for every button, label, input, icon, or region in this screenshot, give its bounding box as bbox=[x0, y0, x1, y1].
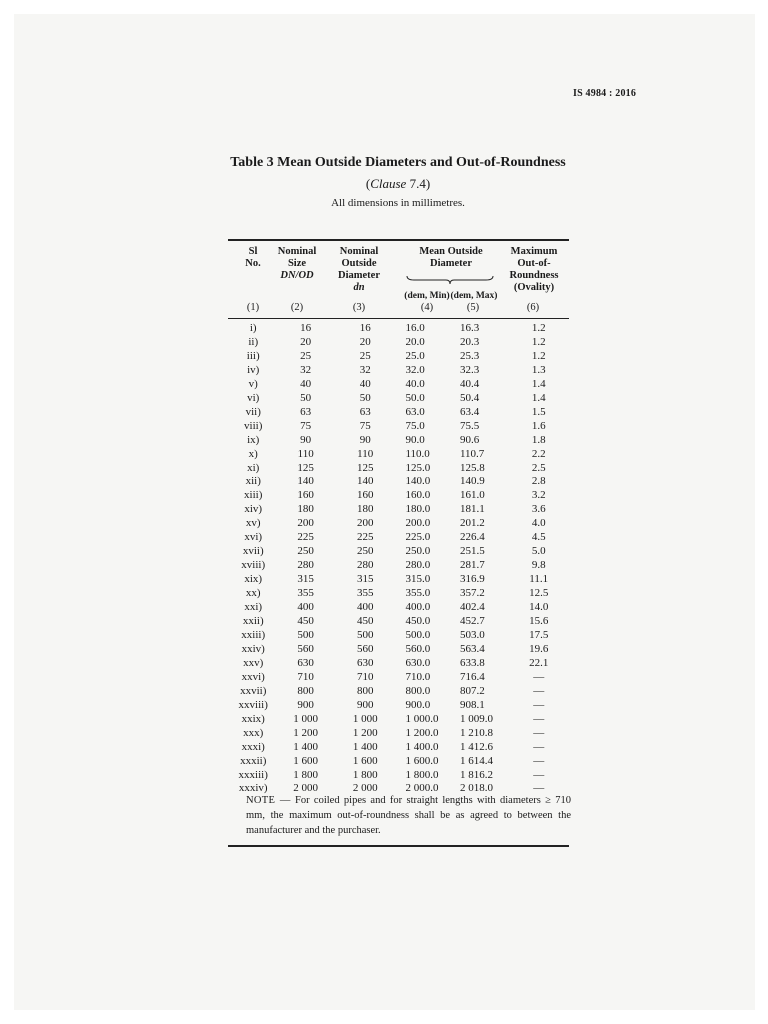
cell-nominal-outside-diameter: 25 bbox=[359, 349, 371, 362]
cell-sl-no: xix) bbox=[244, 573, 263, 586]
cell-sl-no: xx) bbox=[245, 587, 261, 600]
cell-sl-no: xxxi) bbox=[241, 740, 265, 753]
cell-dem-max: 16.3 bbox=[459, 322, 480, 334]
cell-max-out-of-roundness: 1.2 bbox=[531, 322, 546, 334]
table-row bbox=[228, 378, 569, 392]
cell-dem-min: 560.0 bbox=[405, 642, 431, 655]
header-bottom-rule bbox=[228, 318, 569, 319]
cell-max-out-of-roundness: — bbox=[533, 740, 545, 753]
cell-nominal-size: 25 bbox=[300, 349, 312, 362]
cell-nominal-outside-diameter: 200 bbox=[356, 517, 374, 530]
cell-dem-min: 280.0 bbox=[405, 559, 431, 572]
cell-sl-no: xxv) bbox=[243, 656, 264, 669]
table-row bbox=[228, 643, 569, 657]
standard-number: IS 4984 : 2016 bbox=[573, 88, 637, 99]
table-row bbox=[228, 364, 569, 378]
col-number-2: (2) bbox=[290, 302, 304, 313]
cell-sl-no: xxix) bbox=[241, 712, 265, 725]
cell-max-out-of-roundness: 17.5 bbox=[529, 628, 549, 641]
cell-nominal-size: 280 bbox=[297, 559, 314, 572]
cell-dem-max: 32.3 bbox=[459, 363, 480, 376]
cell-max-out-of-roundness: 1.4 bbox=[531, 391, 546, 404]
cell-dem-min: 1 200.0 bbox=[405, 726, 439, 739]
cell-sl-no: xxvii) bbox=[240, 684, 267, 697]
cell-nominal-outside-diameter: 180 bbox=[356, 503, 374, 516]
cell-dem-min: 900.0 bbox=[405, 698, 431, 711]
cell-nominal-outside-diameter: 280 bbox=[356, 559, 374, 572]
cell-sl-no: x) bbox=[248, 447, 258, 460]
cell-nominal-size: 1 600 bbox=[293, 754, 319, 767]
table-row bbox=[228, 657, 569, 671]
cell-nominal-size: 2 000 bbox=[293, 782, 319, 795]
cell-sl-no: xxxii) bbox=[240, 754, 267, 767]
note-label: NOTE — bbox=[246, 795, 291, 806]
cell-sl-no: xi) bbox=[247, 461, 260, 474]
table-title: Table 3 Mean Outside Diameters and Out-of-Roundness bbox=[230, 155, 566, 170]
col-number-1: (1) bbox=[246, 302, 260, 313]
header-mod-line1: Mean Outside bbox=[419, 246, 483, 257]
cell-dem-max: 25.3 bbox=[459, 349, 480, 362]
cell-nominal-size: 90 bbox=[300, 433, 312, 446]
data-table-body bbox=[228, 322, 569, 796]
cell-dem-min: 140.0 bbox=[405, 475, 431, 488]
cell-dem-min: 25.0 bbox=[405, 349, 425, 362]
cell-dem-max: 1 210.8 bbox=[459, 726, 493, 739]
cell-nominal-size: 1 200 bbox=[293, 726, 319, 739]
table-row bbox=[228, 489, 569, 503]
cell-nominal-outside-diameter: 75 bbox=[359, 419, 371, 432]
cell-nominal-outside-diameter: 355 bbox=[356, 587, 374, 600]
cell-nominal-size: 1 800 bbox=[293, 768, 319, 781]
cell-dem-min: 225.0 bbox=[405, 531, 431, 544]
cell-nominal-outside-diameter: 1 600 bbox=[352, 754, 378, 767]
cell-sl-no: xii) bbox=[245, 475, 261, 488]
cell-max-out-of-roundness: 1.4 bbox=[531, 377, 546, 390]
cell-sl-no: xxx) bbox=[243, 726, 264, 739]
cell-nominal-size: 900 bbox=[297, 698, 314, 711]
cell-max-out-of-roundness: 2.8 bbox=[531, 475, 546, 488]
cell-max-out-of-roundness: 3.6 bbox=[531, 503, 546, 516]
cell-nominal-outside-diameter: 630 bbox=[356, 656, 374, 669]
cell-dem-min: 75.0 bbox=[405, 419, 425, 432]
col-number-3: (3) bbox=[352, 302, 366, 313]
cell-dem-max: 75.5 bbox=[459, 419, 480, 432]
cell-dem-max: 563.4 bbox=[459, 642, 485, 655]
cell-nominal-size: 1 000 bbox=[293, 712, 319, 725]
cell-nominal-size: 110 bbox=[297, 447, 314, 460]
cell-sl-no: v) bbox=[248, 377, 258, 390]
cell-nominal-outside-diameter: 900 bbox=[356, 698, 374, 711]
cell-dem-max: 2 018.0 bbox=[459, 782, 493, 795]
data-table bbox=[228, 322, 569, 796]
cell-nominal-outside-diameter: 250 bbox=[356, 545, 374, 558]
cell-sl-no: vi) bbox=[247, 391, 260, 404]
header-nominal-outside-diameter bbox=[328, 246, 390, 294]
cell-dem-max: 201.2 bbox=[459, 517, 485, 530]
table-row bbox=[228, 392, 569, 406]
cell-max-out-of-roundness: — bbox=[533, 670, 545, 683]
cell-dem-max: 402.4 bbox=[459, 601, 485, 614]
cell-max-out-of-roundness: — bbox=[533, 754, 545, 767]
cell-dem-min: 250.0 bbox=[405, 545, 431, 558]
cell-dem-min: 1 000.0 bbox=[405, 712, 439, 725]
cell-nominal-outside-diameter: 40 bbox=[359, 377, 371, 390]
header-ns-line3: DN/OD bbox=[280, 270, 314, 281]
table-heading bbox=[228, 154, 568, 209]
cell-max-out-of-roundness: 2.2 bbox=[531, 447, 546, 460]
cell-nominal-outside-diameter: 2 000 bbox=[352, 782, 378, 795]
cell-dem-min: 110.0 bbox=[405, 447, 430, 460]
table-row bbox=[228, 741, 569, 755]
cell-dem-max: 716.4 bbox=[459, 670, 485, 683]
clause-reference: (Clause 7.4) bbox=[365, 176, 431, 191]
cell-dem-max: 1 412.6 bbox=[459, 740, 493, 753]
table-row bbox=[228, 545, 569, 559]
cell-nominal-outside-diameter: 16 bbox=[359, 322, 371, 334]
cell-nominal-outside-diameter: 500 bbox=[356, 628, 374, 641]
cell-nominal-outside-diameter: 225 bbox=[356, 531, 374, 544]
cell-dem-min: 160.0 bbox=[405, 489, 431, 502]
cell-nominal-outside-diameter: 400 bbox=[356, 601, 374, 614]
cell-nominal-size: 560 bbox=[297, 642, 314, 655]
cell-nominal-outside-diameter: 1 200 bbox=[352, 726, 378, 739]
header-nod-line3: Diameter bbox=[338, 270, 380, 281]
cell-nominal-outside-diameter: 125 bbox=[356, 461, 374, 474]
cell-dem-max: 1 816.2 bbox=[459, 768, 493, 781]
cell-sl-no: xxii) bbox=[242, 615, 264, 628]
header-dem-max: (dem, Max) bbox=[450, 291, 498, 301]
cell-nominal-outside-diameter: 140 bbox=[356, 475, 374, 488]
cell-nominal-outside-diameter: 1 000 bbox=[352, 712, 378, 725]
cell-max-out-of-roundness: — bbox=[533, 684, 545, 697]
cell-nominal-outside-diameter: 90 bbox=[359, 433, 371, 446]
table-row bbox=[228, 322, 569, 336]
cell-dem-max: 908.1 bbox=[459, 698, 485, 711]
cell-dem-max: 63.4 bbox=[459, 405, 480, 418]
cell-dem-min: 1 600.0 bbox=[405, 754, 439, 767]
header-mor-line3: Roundness bbox=[509, 270, 559, 281]
header-mor-line2: Out-of- bbox=[517, 258, 551, 269]
cell-nominal-size: 200 bbox=[297, 517, 314, 530]
cell-sl-no: xxxiii) bbox=[238, 768, 268, 781]
cell-dem-min: 500.0 bbox=[405, 628, 431, 641]
cell-dem-min: 63.0 bbox=[405, 405, 425, 418]
table-row bbox=[228, 755, 569, 769]
cell-nominal-size: 315 bbox=[297, 573, 314, 586]
cell-max-out-of-roundness: 1.6 bbox=[531, 419, 546, 432]
cell-max-out-of-roundness: 1.2 bbox=[531, 335, 546, 348]
cell-nominal-size: 710 bbox=[297, 670, 314, 683]
cell-dem-max: 161.0 bbox=[459, 489, 485, 502]
cell-nominal-outside-diameter: 110 bbox=[357, 447, 374, 460]
cell-sl-no: iv) bbox=[247, 363, 260, 376]
table-bottom-rule bbox=[228, 845, 569, 847]
cell-dem-max: 357.2 bbox=[459, 587, 485, 600]
cell-max-out-of-roundness: 2.5 bbox=[531, 461, 546, 474]
cell-sl-no: xxi) bbox=[244, 601, 263, 614]
cell-nominal-size: 32 bbox=[300, 363, 312, 376]
cell-nominal-outside-diameter: 50 bbox=[359, 391, 371, 404]
table-row bbox=[228, 531, 569, 545]
table-row bbox=[228, 517, 569, 531]
cell-dem-min: 40.0 bbox=[405, 377, 425, 390]
cell-nominal-size: 500 bbox=[297, 628, 314, 641]
cell-max-out-of-roundness: — bbox=[533, 712, 545, 725]
table-row bbox=[228, 699, 569, 713]
cell-max-out-of-roundness: 14.0 bbox=[529, 601, 549, 614]
cell-dem-max: 181.1 bbox=[459, 503, 485, 516]
cell-max-out-of-roundness: — bbox=[533, 726, 545, 739]
cell-sl-no: ix) bbox=[247, 433, 260, 446]
header-mor-line1: Maximum bbox=[510, 246, 558, 257]
cell-nominal-outside-diameter: 560 bbox=[356, 642, 374, 655]
cell-nominal-outside-diameter: 160 bbox=[356, 489, 374, 502]
table-row bbox=[228, 420, 569, 434]
table-row bbox=[228, 629, 569, 643]
cell-dem-max: 281.7 bbox=[459, 559, 485, 572]
cell-max-out-of-roundness: — bbox=[533, 698, 545, 711]
clause-label: Clause bbox=[370, 176, 407, 191]
header-sl-line1: Sl bbox=[248, 246, 258, 257]
cell-nominal-size: 1 400 bbox=[293, 740, 319, 753]
table-row bbox=[228, 406, 569, 420]
cell-dem-max: 90.6 bbox=[459, 433, 480, 446]
cell-nominal-size: 400 bbox=[297, 601, 314, 614]
cell-sl-no: xxviii) bbox=[238, 698, 268, 711]
cell-dem-min: 32.0 bbox=[405, 363, 425, 376]
cell-dem-max: 140.9 bbox=[459, 475, 485, 488]
cell-sl-no: i) bbox=[249, 322, 257, 334]
cell-dem-max: 1 009.0 bbox=[459, 712, 493, 725]
header-mor-line4: (Ovality) bbox=[513, 282, 555, 293]
header-sl-line2: No. bbox=[245, 258, 261, 269]
cell-nominal-size: 140 bbox=[297, 475, 314, 488]
cell-nominal-outside-diameter: 710 bbox=[356, 670, 374, 683]
cell-max-out-of-roundness: 1.5 bbox=[531, 405, 546, 418]
header-dem-min: (dem, Min) bbox=[404, 291, 450, 301]
col-number-6: (6) bbox=[526, 302, 540, 313]
cell-sl-no: xxiii) bbox=[241, 628, 266, 641]
cell-sl-no: xxiv) bbox=[241, 642, 265, 655]
cell-nominal-outside-diameter: 1 400 bbox=[352, 740, 378, 753]
cell-dem-max: 1 614.4 bbox=[459, 754, 493, 767]
cell-sl-no: viii) bbox=[244, 419, 263, 432]
header-nod-line2: Outside bbox=[341, 258, 377, 269]
table-row bbox=[228, 462, 569, 476]
header-ns-line2: Size bbox=[287, 258, 307, 269]
cell-dem-min: 2 000.0 bbox=[405, 782, 439, 795]
cell-nominal-outside-diameter: 32 bbox=[359, 363, 371, 376]
cell-max-out-of-roundness: — bbox=[533, 768, 545, 781]
cell-dem-min: 710.0 bbox=[405, 670, 431, 683]
cell-dem-max: 40.4 bbox=[459, 377, 480, 390]
cell-sl-no: xvi) bbox=[244, 531, 263, 544]
table-row bbox=[228, 350, 569, 364]
cell-max-out-of-roundness: 1.2 bbox=[531, 349, 546, 362]
cell-nominal-outside-diameter: 315 bbox=[356, 573, 374, 586]
header-nominal-size bbox=[270, 246, 324, 282]
cell-nominal-size: 180 bbox=[297, 503, 314, 516]
cell-sl-no: xiv) bbox=[244, 503, 263, 516]
table-note bbox=[246, 793, 571, 838]
cell-max-out-of-roundness: 1.3 bbox=[531, 363, 546, 376]
cell-dem-min: 1 800.0 bbox=[405, 768, 439, 781]
cell-dem-max: 503.0 bbox=[459, 628, 485, 641]
cell-max-out-of-roundness: 19.6 bbox=[529, 642, 549, 655]
cell-dem-min: 20.0 bbox=[405, 335, 425, 348]
cell-sl-no: iii) bbox=[246, 349, 260, 362]
cell-dem-min: 630.0 bbox=[405, 656, 431, 669]
header-mod-line2: Diameter bbox=[430, 258, 472, 269]
cell-max-out-of-roundness: 1.8 bbox=[531, 433, 546, 446]
clause-number: 7.4 bbox=[409, 176, 426, 191]
cell-dem-min: 355.0 bbox=[405, 587, 431, 600]
table-row bbox=[228, 559, 569, 573]
table-row bbox=[228, 587, 569, 601]
header-brace bbox=[406, 275, 494, 285]
col-number-5: (5) bbox=[466, 302, 480, 313]
table-row bbox=[228, 434, 569, 448]
cell-nominal-outside-diameter: 1 800 bbox=[352, 768, 378, 781]
cell-nominal-size: 20 bbox=[300, 335, 312, 348]
cell-max-out-of-roundness: 12.5 bbox=[529, 587, 549, 600]
cell-nominal-size: 800 bbox=[297, 684, 314, 697]
table-row bbox=[228, 475, 569, 489]
cell-dem-max: 633.8 bbox=[459, 656, 485, 669]
cell-sl-no: xiii) bbox=[244, 489, 263, 502]
cell-max-out-of-roundness: 15.6 bbox=[529, 615, 549, 628]
cell-dem-min: 200.0 bbox=[405, 517, 431, 530]
cell-sl-no: xvii) bbox=[242, 545, 264, 558]
cell-dem-min: 450.0 bbox=[405, 615, 431, 628]
table-row bbox=[228, 601, 569, 615]
cell-nominal-outside-diameter: 20 bbox=[359, 335, 371, 348]
header-ns-line1: Nominal bbox=[277, 246, 317, 257]
table-row bbox=[228, 448, 569, 462]
cell-sl-no: ii) bbox=[248, 335, 259, 348]
cell-nominal-outside-diameter: 63 bbox=[359, 405, 371, 418]
cell-nominal-size: 50 bbox=[300, 391, 312, 404]
table-row bbox=[228, 671, 569, 685]
cell-dem-max: 110.7 bbox=[459, 447, 485, 460]
col-number-4: (4) bbox=[420, 302, 434, 313]
cell-dem-max: 50.4 bbox=[459, 391, 480, 404]
cell-dem-min: 50.0 bbox=[405, 391, 425, 404]
cell-max-out-of-roundness: 4.0 bbox=[531, 517, 546, 530]
cell-dem-max: 316.9 bbox=[459, 573, 485, 586]
cell-dem-max: 452.7 bbox=[459, 615, 485, 628]
cell-dem-min: 16.0 bbox=[405, 322, 425, 334]
cell-sl-no: xv) bbox=[245, 517, 261, 530]
cell-max-out-of-roundness: 3.2 bbox=[531, 489, 546, 502]
table-row bbox=[228, 769, 569, 783]
cell-dem-max: 226.4 bbox=[459, 531, 485, 544]
cell-sl-no: vii) bbox=[245, 405, 261, 418]
cell-sl-no: xxvi) bbox=[241, 670, 265, 683]
cell-dem-min: 90.0 bbox=[405, 433, 425, 446]
cell-nominal-size: 16 bbox=[300, 322, 312, 334]
header-nod-line1: Nominal bbox=[339, 246, 379, 257]
table-row bbox=[228, 503, 569, 517]
cell-max-out-of-roundness: 5.0 bbox=[531, 545, 546, 558]
table-row bbox=[228, 713, 569, 727]
cell-max-out-of-roundness: 22.1 bbox=[529, 656, 549, 669]
cell-nominal-outside-diameter: 800 bbox=[356, 684, 374, 697]
cell-sl-no: xxxiv) bbox=[238, 782, 268, 795]
cell-dem-min: 180.0 bbox=[405, 503, 431, 516]
cell-max-out-of-roundness: 4.5 bbox=[531, 531, 546, 544]
cell-dem-max: 251.5 bbox=[459, 545, 485, 558]
cell-nominal-size: 450 bbox=[297, 615, 314, 628]
cell-nominal-size: 75 bbox=[300, 419, 312, 432]
cell-max-out-of-roundness: 9.8 bbox=[531, 559, 546, 572]
cell-nominal-size: 250 bbox=[297, 545, 314, 558]
cell-dem-min: 800.0 bbox=[405, 684, 431, 697]
cell-max-out-of-roundness: 11.1 bbox=[529, 573, 549, 586]
cell-nominal-size: 40 bbox=[300, 377, 312, 390]
cell-nominal-size: 630 bbox=[297, 656, 314, 669]
table-row bbox=[228, 727, 569, 741]
cell-max-out-of-roundness: — bbox=[533, 782, 545, 795]
table-top-rule bbox=[228, 239, 569, 241]
header-nod-symbol: dn bbox=[353, 282, 365, 293]
header-mean-outside-diameter bbox=[404, 246, 498, 270]
table-row bbox=[228, 336, 569, 350]
cell-dem-max: 20.3 bbox=[459, 335, 480, 348]
cell-nominal-size: 355 bbox=[297, 587, 314, 600]
dimensions-note: All dimensions in millimetres. bbox=[331, 197, 465, 209]
table-row bbox=[228, 685, 569, 699]
cell-dem-max: 125.8 bbox=[459, 461, 485, 474]
cell-nominal-size: 63 bbox=[300, 405, 312, 418]
cell-nominal-size: 225 bbox=[297, 531, 314, 544]
table-row bbox=[228, 573, 569, 587]
table-row bbox=[228, 615, 569, 629]
cell-dem-min: 400.0 bbox=[405, 601, 431, 614]
cell-nominal-size: 125 bbox=[297, 461, 314, 474]
cell-dem-min: 1 400.0 bbox=[405, 740, 439, 753]
cell-sl-no: xviii) bbox=[241, 559, 266, 572]
cell-nominal-outside-diameter: 450 bbox=[356, 615, 374, 628]
header-max-out-of-roundness bbox=[500, 246, 568, 294]
cell-dem-max: 807.2 bbox=[459, 684, 485, 697]
note-text: For coiled pipes and for straight lengths with diameters ≥ 710 mm, the maximum out-of-roundness shall be as agreed to between the manufacturer and the purchaser. bbox=[246, 795, 572, 836]
cell-dem-min: 315.0 bbox=[405, 573, 431, 586]
cell-dem-min: 125.0 bbox=[405, 461, 431, 474]
cell-nominal-size: 160 bbox=[297, 489, 314, 502]
